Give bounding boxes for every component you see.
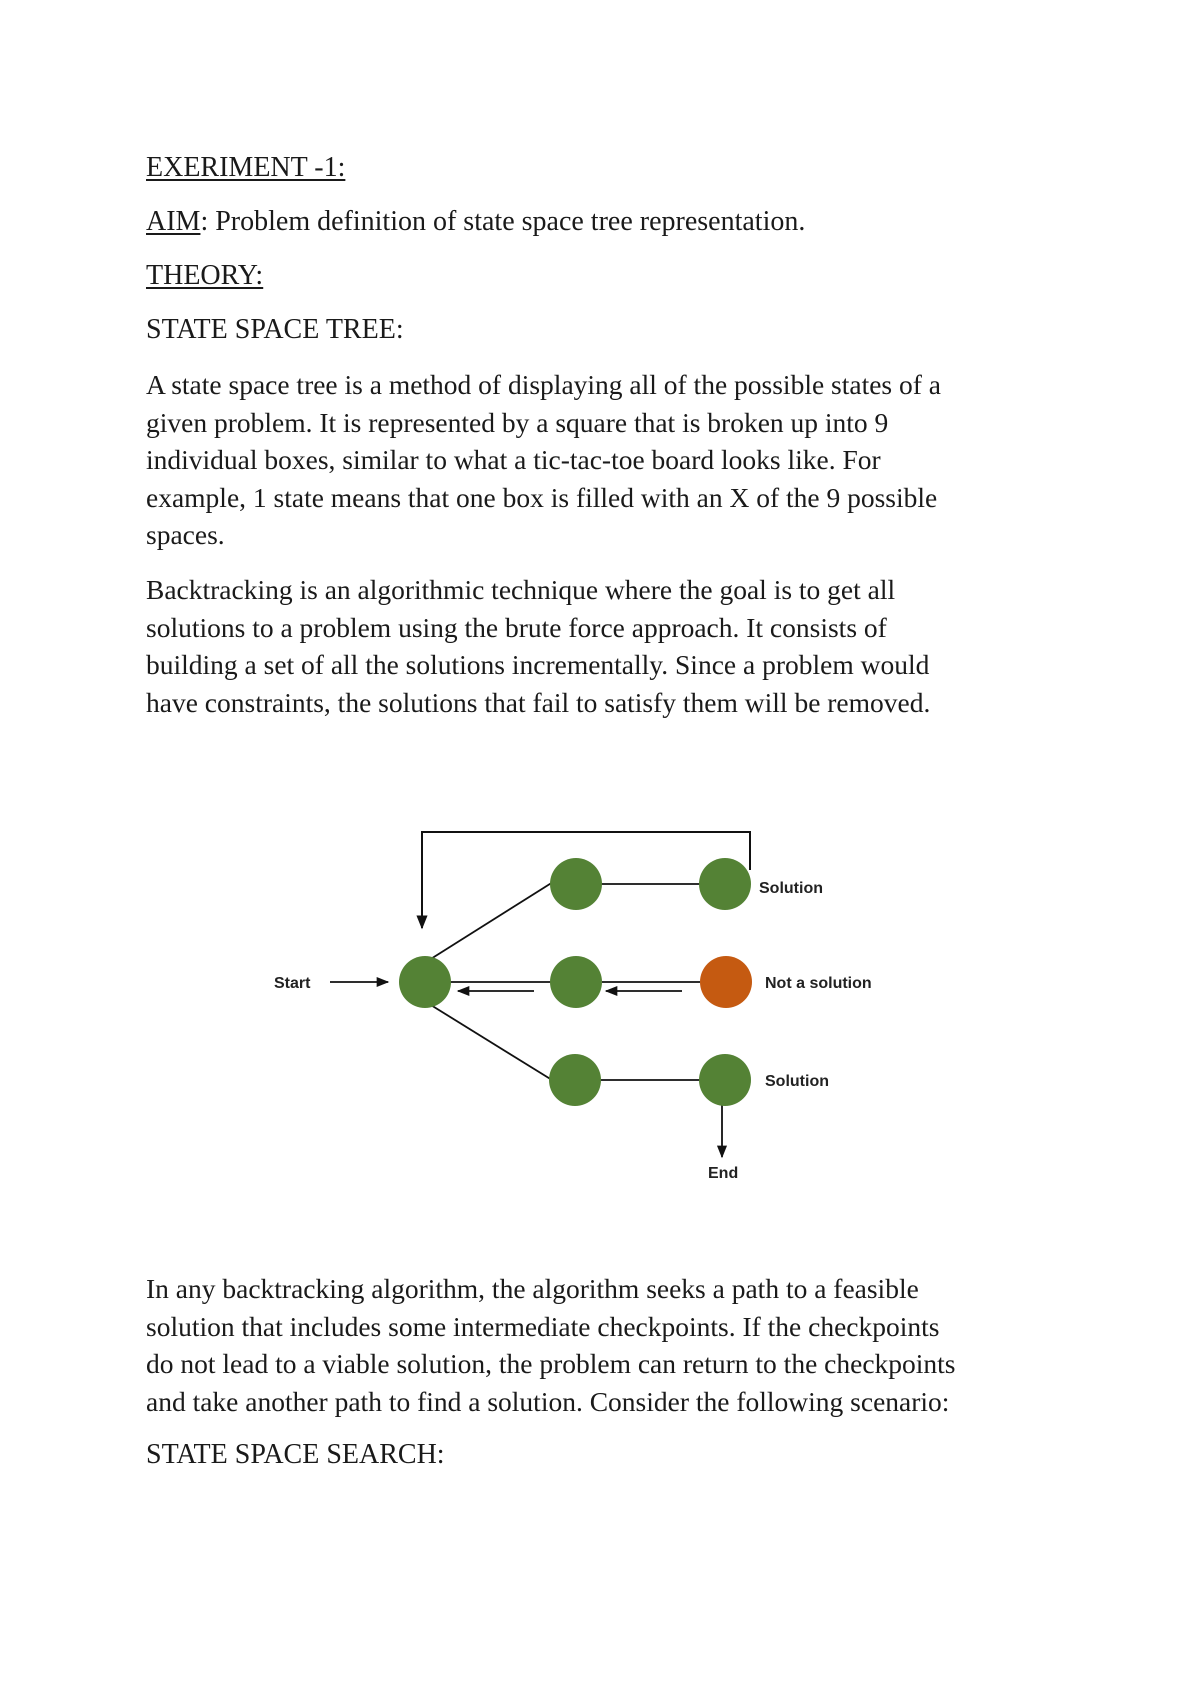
paragraph-line: building a set of all the solutions incrementally. Since a problem would	[146, 649, 930, 681]
paragraph-line: A state space tree is a method of displaying all of the possible states of a	[146, 369, 942, 400]
label-not-a-solution: Not a solution	[765, 975, 872, 992]
section-title-state-space-search: STATE SPACE SEARCH:	[146, 1439, 445, 1470]
paragraph-line: and take another path to find a solution. Consider the following scenario:	[146, 1385, 950, 1417]
aim-label: AIM	[146, 206, 201, 237]
edge-start-to-top	[426, 882, 553, 962]
node-mid-middle	[550, 956, 602, 1008]
node-not-solution	[700, 956, 752, 1008]
paragraph-line: individual boxes, similar to what a tic-tac-toe board looks like. For	[146, 444, 881, 476]
paragraph-backtracking-algorithm	[146, 1270, 1046, 1420]
node-bottom-solution	[699, 1054, 751, 1106]
paragraph-line: solutions to a problem using the brute force approach. It consists of	[146, 611, 887, 643]
experiment-heading: EXERIMENT -1:	[146, 152, 346, 183]
aim-text: : Problem definition of state space tree representation.	[200, 206, 806, 237]
paragraph-line: spaces.	[146, 519, 225, 551]
paragraph-line: given problem. It is represented by a square that is broken up into 9	[146, 406, 889, 438]
node-top-middle	[550, 858, 602, 910]
node-bottom-middle	[549, 1054, 601, 1106]
paragraph-line: do not lead to a viable solution, the problem can return to the checkpoints	[146, 1348, 956, 1380]
label-start: Start	[274, 975, 311, 992]
paragraph-line: Backtracking is an algorithmic technique where the goal is to get all	[146, 574, 896, 605]
section-title-state-space-tree: STATE SPACE TREE:	[146, 314, 404, 345]
paragraph-line: example, 1 state means that one box is filled with an X of the 9 possible	[146, 481, 938, 513]
paragraph-line: In any backtracking algorithm, the algorithm seeks a path to a feasible	[146, 1273, 919, 1304]
theory-label: THEORY:	[146, 260, 264, 291]
paragraph-line: have constraints, the solutions that fail to satisfy them will be removed.	[146, 686, 931, 718]
label-solution-bottom: Solution	[765, 1073, 829, 1090]
label-end: End	[708, 1165, 739, 1182]
paragraph-line: solution that includes some intermediate checkpoints. If the checkpoints	[146, 1310, 940, 1342]
node-top-solution	[699, 858, 751, 910]
edge-start-to-bottom	[426, 1002, 552, 1080]
node-start	[399, 956, 451, 1008]
label-solution-top: Solution	[759, 880, 823, 897]
